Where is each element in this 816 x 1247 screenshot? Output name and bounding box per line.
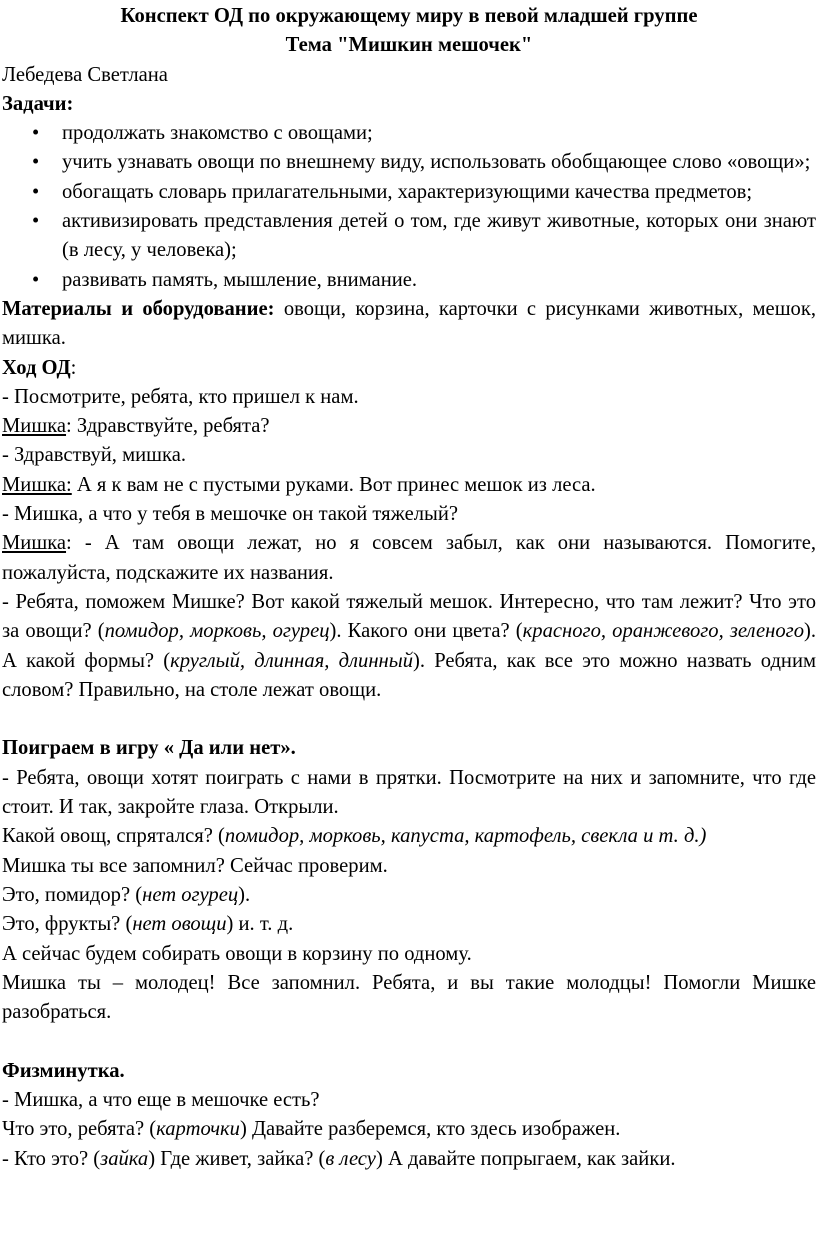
game-heading: Поиграем в игру « Да или нет». [2,737,296,760]
author-name: Лебедева Светлана [2,63,168,86]
tasks-heading: Задачи: [2,92,74,115]
dialogue-line: - Мишка, а что еще в мешочке есть? [2,1088,320,1111]
dialogue-line: Мишка ты все запомнил? Сейчас проверим. [2,854,388,877]
title-line-1: Конспект ОД по окружающему миру в певой младшей группе [120,5,698,27]
physical-heading: Физминутка. [2,1059,125,1082]
speaker-label: Мишка [2,532,67,555]
dialogue-paragraph: - Ребята, поможем Мишке? Вот какой тяжелый мешок. Интересно, что там лежит? Что это за овощи? (помидор, морковь, огурец). Какого они цвета? (красного, оранжевого, зеленого). А какой формы? (круглый, длинная, длинный). Ребята, как все это можно назвать одним словом? Правильно, на столе лежат овощи. [2,590,816,701]
title-line-2: Тема "Мишкин мешочек" [285,34,533,57]
list-item: • продолжать знакомство с овощами; [62,119,816,148]
dialogue-line: Мишка: А я к вам не с пустыми руками. Вот принес мешок из леса. [2,473,596,496]
paragraph-spacer [2,1027,816,1056]
dialogue-line: - Кто это? (зайка) Где живет, зайка? (в лесу) А давайте попрыгаем, как зайки. [2,1147,676,1170]
dialogue-line: Какой овощ, спрятался? (помидор, морковь, капуста, картофель, свекла и т. д.) [2,825,707,848]
dialogue-line: - Мишка, а что у тебя в мешочке он такой тяжелый? [2,503,458,526]
dialogue-line: Что это, ребята? (карточки) Давайте разберемся, кто здесь изображен. [2,1118,621,1141]
list-item: • развивать память, мышление, внимание. [62,266,816,295]
dialogue-line: Это, помидор? (нет огурец). [2,883,251,906]
bullet-icon: • [32,151,40,174]
materials-paragraph: Материалы и оборудование: овощи, корзина, карточки с рисунками животных, мешок, мишка. [2,297,816,350]
list-item: • активизировать представления детей о том, где живут животные, которых они знают (в лесу, у человека); [62,207,816,266]
tasks-list [2,119,816,295]
bullet-icon: • [32,268,40,291]
course-heading: Ход ОД: [2,356,77,379]
bullet-icon: • [32,180,40,203]
bullet-icon: • [32,210,40,233]
bullet-icon: • [32,122,40,145]
dialogue-line: - Посмотрите, ребята, кто пришел к нам. [2,385,359,408]
dialogue-line: - Ребята, овощи хотят поиграть с нами в прятки. Посмотрите на них и запомните, что где стоит. И так, закройте глаза. Открыли. [2,766,816,819]
materials-label: Материалы и оборудование: [2,297,275,320]
paragraph-spacer [2,705,816,734]
dialogue-line: Это, фрукты? (нет овощи) и. т. д. [2,913,294,936]
speaker-label: Мишка [2,415,67,438]
dialogue-line: - Здравствуй, мишка. [2,444,186,467]
list-item: • учить узнавать овощи по внешнему виду, использовать обобщающее слово «овощи»; [62,148,816,177]
dialogue-line: А сейчас будем собирать овощи в корзину по одному. [2,942,472,965]
dialogue-line: Мишка: Здравствуйте, ребята? [2,415,270,438]
speaker-label: Мишка: [2,473,72,496]
dialogue-line: Мишка ты – молодец! Все запомнил. Ребята, и вы такие молодцы! Помогли Мишке разобраться. [2,971,816,1024]
dialogue-line: Мишка: - А там овощи лежат, но я совсем забыл, как они называются. Помогите, пожалуйста, подскажите их названия. [2,532,816,584]
list-item: • обогащать словарь прилагательными, характеризующими качества предметов; [62,178,816,207]
document-title [2,2,816,61]
